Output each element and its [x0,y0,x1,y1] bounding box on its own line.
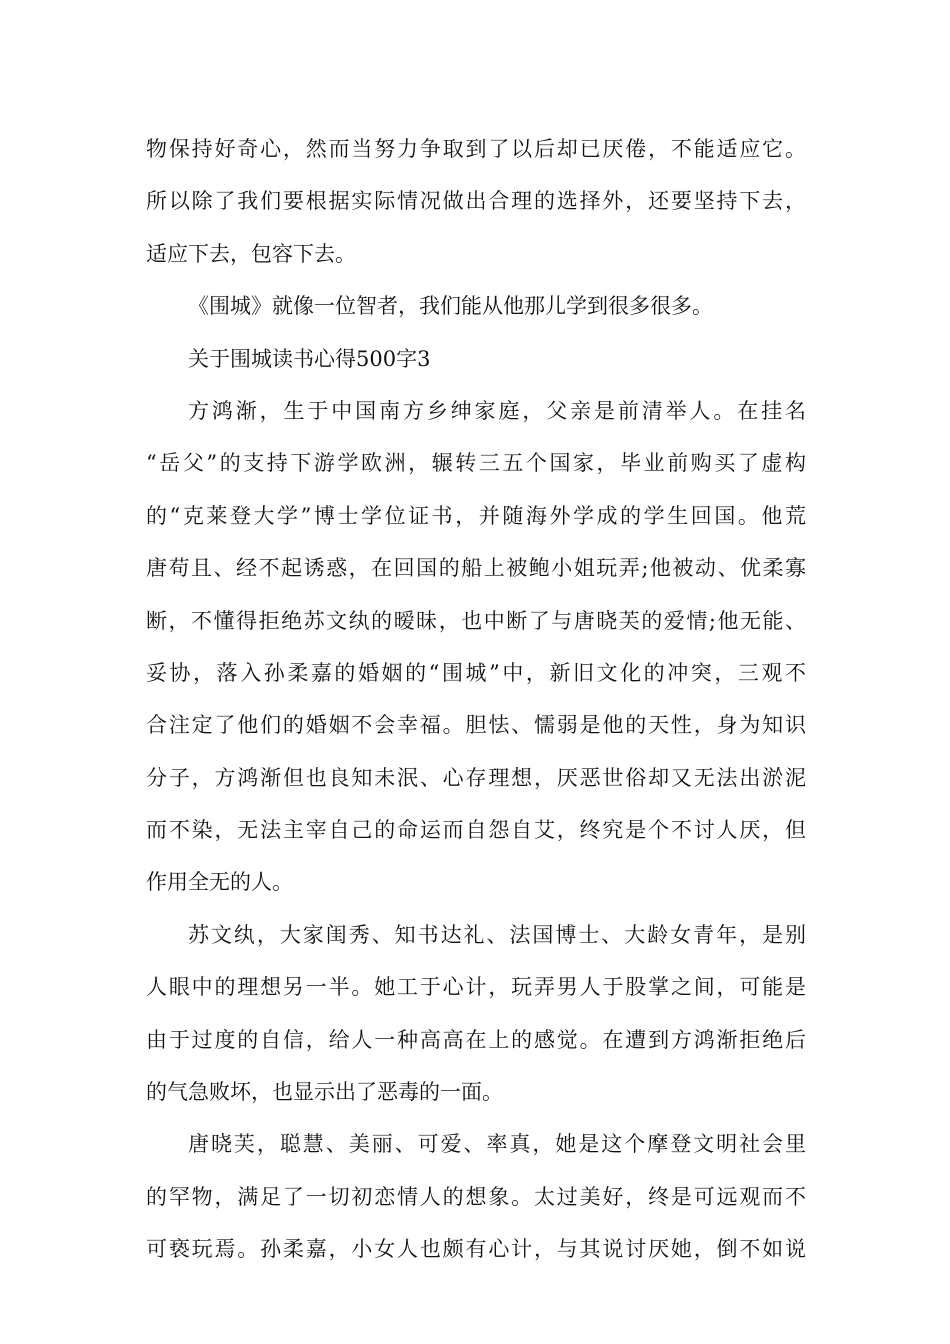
text-line: “岳父”的支持下游学欧洲，辗转三五个国家，毕业前购买了虚构 [146,451,806,476]
text-line: 的罕物，满足了一切初恋情人的想象。太过美好，终是可远观而不 [146,1184,806,1209]
text-line: 人眼中的理想另一半。她工于心计，玩弄男人于股掌之间，可能是 [146,975,806,1000]
text-line: 的气急败坏，也显示出了恶毒的一面。 [146,1080,503,1105]
text-line: 的“克莱登大学”博士学位证书，并随海外学成的学生回国。他荒 [146,503,806,528]
paragraph-line: 《围城》就像一位智者，我们能从他那儿学到很多很多。 [188,294,713,319]
text-line: 适应下去，包容下去。 [146,241,356,266]
section-heading: 关于围城读书心得500字3 [188,346,431,371]
paragraph-line: 方鸿渐，生于中国南方乡绅家庭，父亲是前清举人。在挂名 [188,398,806,423]
document-page [146,123,806,1276]
text-line: 可亵玩焉。孙柔嘉，小女人也颇有心计，与其说讨厌她，倒不如说 [146,1237,806,1262]
text-line: 断，不懂得拒绝苏文纨的暧昧，也中断了与唐晓芙的爱情;他无能、 [146,608,806,633]
text-line: 而不染，无法主宰自己的命运而自怨自艾，终究是个不讨人厌，但 [146,818,806,843]
paragraph-line: 唐晓芙，聪慧、美丽、可爱、率真，她是这个摩登文明社会里 [188,1132,806,1157]
paragraph-line: 苏文纨，大家闺秀、知书达礼、法国博士、大龄女青年，是别 [188,922,806,947]
text-line: 物保持好奇心，然而当努力争取到了以后却已厌倦，不能适应它。 [146,137,806,161]
text-line: 由于过度的自信，给人一种高高在上的感觉。在遭到方鸿渐拒绝后 [146,1027,806,1052]
text-line: 唐苟且、经不起诱惑，在回国的船上被鲍小姐玩弄;他被动、优柔寡 [146,556,806,581]
text-line: 所以除了我们要根据实际情况做出合理的选择外，还要坚持下去， [146,189,806,214]
text-line: 合注定了他们的婚姻不会幸福。胆怯、懦弱是他的天性，身为知识 [146,713,806,738]
text-line: 妥协，落入孙柔嘉的婚姻的“围城”中，新旧文化的冲突，三观不 [146,660,806,685]
text-line: 作用全无的人。 [146,870,293,895]
text-line: 分子，方鸿渐但也良知未泯、心存理想，厌恶世俗却又无法出淤泥 [146,765,806,790]
